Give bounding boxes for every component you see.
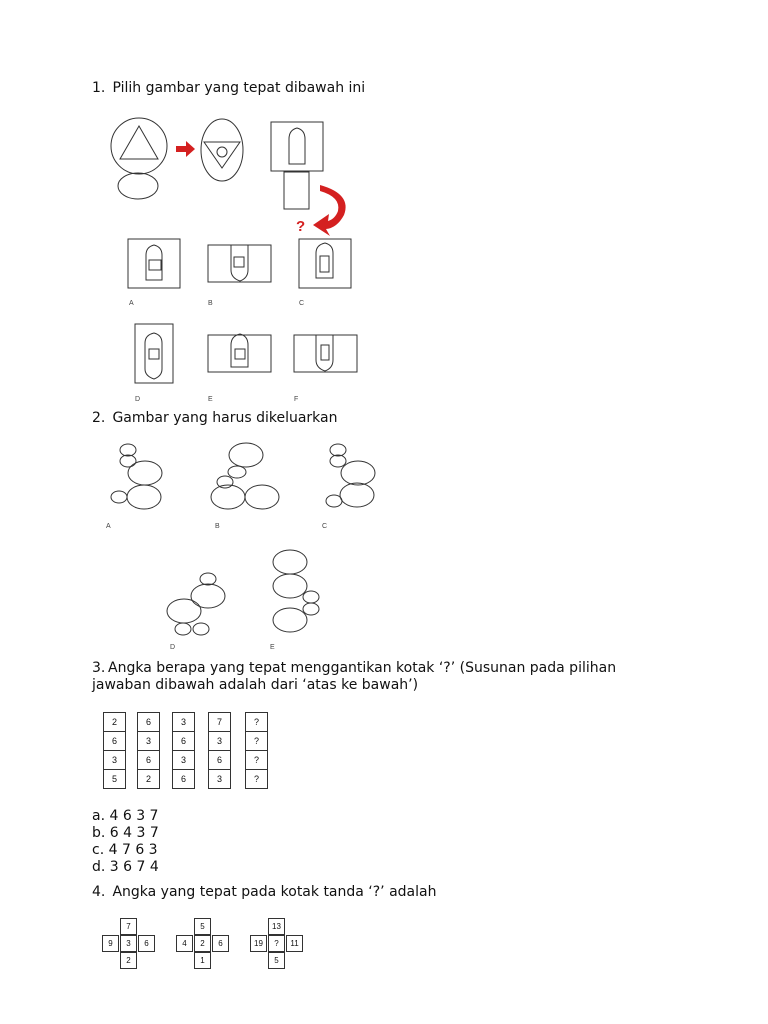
- q3-column-4: [208, 712, 231, 789]
- q2-option-c[interactable]: [326, 444, 375, 507]
- q3-cell: 6: [138, 713, 159, 732]
- cross-cell-left: 4: [176, 935, 193, 952]
- q1-question-mark: ?: [296, 218, 306, 235]
- question-4-heading: [92, 884, 436, 901]
- q2-label-a: A: [106, 523, 111, 530]
- q3-column-2: [137, 712, 160, 789]
- q3-answer-b[interactable]: b. 6 4 3 7: [92, 825, 159, 841]
- q3-cell: 6: [138, 751, 159, 770]
- q4-cross-1: [102, 918, 156, 972]
- q3-cell: ?: [246, 732, 267, 751]
- q1-option-c[interactable]: [299, 239, 351, 288]
- q1-circle-triangle: [111, 118, 167, 199]
- question-3-heading: [92, 660, 616, 694]
- question-text: Angka yang tepat pada kotak tanda ‘?’ adalah: [112, 884, 437, 900]
- cross-cell-right: 6: [212, 935, 229, 952]
- q1-square-capsule: [271, 122, 323, 209]
- cross-cell-center: ?: [268, 935, 285, 952]
- cross-cell-bottom: 5: [268, 952, 285, 969]
- cross-cell-bottom: 1: [194, 952, 211, 969]
- q2-option-a[interactable]: [111, 444, 162, 509]
- q1-label-a: A: [129, 300, 134, 307]
- q2-label-e: E: [270, 644, 275, 651]
- question-text-line-1: Angka berapa yang tepat menggantikan kotak ‘?’ (Susunan pada pilihan: [108, 660, 617, 676]
- q3-cell: 3: [104, 751, 125, 770]
- question-text: Pilih gambar yang tepat dibawah ini: [112, 80, 366, 96]
- question-text: Gambar yang harus dikeluarkan: [112, 410, 338, 426]
- q3-cell: 5: [111, 774, 117, 784]
- q1-oval-inverted-triangle: [201, 119, 243, 181]
- q1-curved-arrow-icon: [296, 185, 346, 236]
- cross-cell-left: 19: [250, 935, 267, 952]
- question-1-heading: [92, 80, 365, 97]
- q3-cell: 3: [216, 774, 222, 784]
- q2-label-d: D: [170, 644, 176, 651]
- question-text-line-2: jawaban dibawah adalah dari ‘atas ke bawah’): [92, 677, 419, 693]
- q1-option-a[interactable]: [128, 239, 180, 288]
- question-number: 3.: [92, 660, 106, 676]
- q3-cell: 6: [173, 732, 194, 751]
- q3-answer-a[interactable]: a. 4 6 3 7: [92, 808, 159, 824]
- question-number: 4.: [92, 884, 106, 900]
- q3-cell: ?: [253, 774, 259, 784]
- q1-option-b[interactable]: [208, 245, 271, 282]
- cross-cell-top: 5: [194, 918, 211, 935]
- q1-label-b: B: [208, 300, 213, 307]
- q3-cell: 7: [209, 713, 230, 732]
- cross-cell-right: 11: [286, 935, 303, 952]
- cross-cell-top: 13: [268, 918, 285, 935]
- q3-cell: 3: [138, 732, 159, 751]
- q3-answer-c[interactable]: c. 4 7 6 3: [92, 842, 158, 858]
- q3-cell: ?: [246, 751, 267, 770]
- q4-cross-2: [176, 918, 230, 972]
- q3-answer-d[interactable]: d. 3 6 7 4: [92, 859, 159, 875]
- q3-cell: 6: [180, 774, 186, 784]
- q3-column-1: [103, 712, 126, 789]
- q1-red-arrow-icon: [176, 141, 195, 157]
- q1-figure: [100, 112, 380, 412]
- cross-cell-bottom: 2: [120, 952, 137, 969]
- q3-cell: 3: [209, 732, 230, 751]
- q3-cell: 3: [173, 751, 194, 770]
- q1-label-d: D: [135, 396, 141, 403]
- question-number: 1.: [92, 80, 106, 96]
- q3-cell: 2: [145, 774, 151, 784]
- q3-column-5: [245, 712, 268, 789]
- cross-cell-left: 9: [102, 935, 119, 952]
- cross-cell-top: 7: [120, 918, 137, 935]
- q2-label-b: B: [215, 523, 220, 530]
- q4-cross-3: [250, 918, 304, 972]
- cross-cell-right: 6: [138, 935, 155, 952]
- q3-cell: ?: [246, 713, 267, 732]
- q3-cell: 3: [173, 713, 194, 732]
- cross-cell-center: 3: [120, 935, 137, 952]
- q1-option-d[interactable]: [135, 324, 173, 383]
- cross-cell-center: 2: [194, 935, 211, 952]
- q2-option-d[interactable]: [167, 573, 225, 635]
- q2-option-b[interactable]: [211, 443, 279, 509]
- q1-label-c: C: [299, 300, 305, 307]
- q1-label-f: F: [294, 396, 299, 403]
- q3-cell: 2: [104, 713, 125, 732]
- question-2-heading: [92, 410, 338, 427]
- q3-cell: 6: [209, 751, 230, 770]
- q2-label-c: C: [322, 523, 328, 530]
- q2-figure: [100, 436, 400, 656]
- q1-option-e[interactable]: [208, 334, 271, 372]
- q1-label-e: E: [208, 396, 213, 403]
- q2-option-e[interactable]: [273, 550, 319, 632]
- q3-column-3: [172, 712, 195, 789]
- q3-cell: 6: [104, 732, 125, 751]
- question-number: 2.: [92, 410, 106, 426]
- q1-option-f[interactable]: [294, 335, 357, 372]
